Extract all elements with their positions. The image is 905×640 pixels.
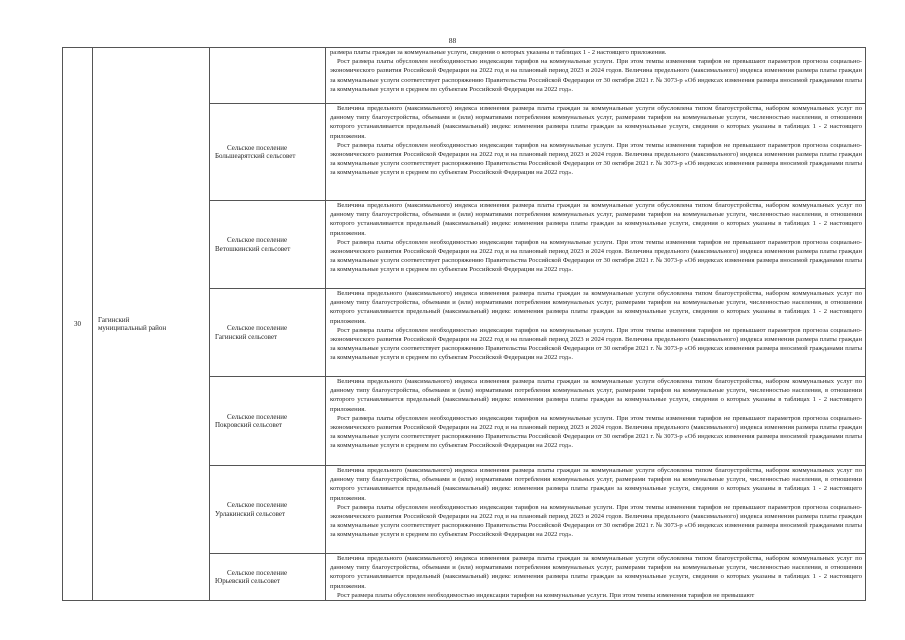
district-name-line2: муниципальный район <box>98 324 167 332</box>
justification-paragraph: Рост размера платы обусловлен необходимостью индексации тарифов на коммунальные услуги. При этом темпы изменения тарифов не превышают параметров прогноза социально-экономического развития Российской Федерации на 2022 год и на плановый период 2023 и 2024 годов. Величина предельного (максимального) индекса изменения размера платы граждан за коммунальные услуги соответствует распоряжению Правительства Российской Федерации от 30 октября 2021 г. № 3073-р «Об индексах изменения размера вносимой гражданами платы за коммунальные услуги в среднем по субъектам Российской Федерации на 2022 год». <box>330 238 862 274</box>
district-name-line1: Гагинский <box>98 315 130 324</box>
settlements-table <box>62 47 866 601</box>
settlement-cell <box>210 466 326 554</box>
settlement-name: Юрьевский сельсовет <box>215 577 281 585</box>
justification-cell <box>326 48 866 104</box>
justification-paragraph: Величина предельного (максимального) индекса изменения размера платы граждан за коммунальные услуги обусловлена типом благоустройства, набором коммунальных услуг по данному типу благоустройства, объемами и (или) нормативами потребления коммунальных услуг, размерами тарифов на коммунальные услуги, численностью населения, в отношении которого устанавливается предельный (максимальный) индекс изменения размера платы граждан за коммунальные услуги, сведения о которых указаны в таблицах 1 - 2 настоящего приложения. <box>330 467 862 502</box>
justification-paragraph: Рост размера платы обусловлен необходимостью индексации тарифов на коммунальные услуги. При этом темпы изменения тарифов не превышают <box>337 591 755 599</box>
justification-cell <box>326 201 866 289</box>
settlement-name: Урлакинский сельсовет <box>215 509 286 518</box>
justification-paragraph: Величина предельного (максимального) индекса изменения размера платы граждан за коммунальные услуги обусловлена типом благоустройства, набором коммунальных услуг по данному типу благоустройства, объемами и (или) нормативами потребления коммунальных услуг, размерами тарифов на коммунальные услуги, численностью населения, в отношении которого устанавливается предельный (максимальный) индекс изменения размера платы граждан за коммунальные услуги, сведения о которых указаны в таблицах 1 - 2 настоящего приложения. <box>330 202 862 237</box>
settlement-cell <box>210 104 326 201</box>
justification-cell <box>326 289 866 377</box>
settlement-name: Ветошкинский сельсовет <box>215 244 291 253</box>
district-number-cell <box>63 48 93 601</box>
settlement-cell <box>210 377 326 466</box>
justification-paragraph: Величина предельного (максимального) индекса изменения размера платы граждан за коммунальные услуги обусловлена типом благоустройства, набором коммунальных услуг по данному типу благоустройства, объемами и (или) нормативами потребления коммунальных услуг, размерами тарифов на коммунальные услуги, численностью населения, в отношении которого устанавливается предельный (максимальный) индекс изменения размера платы граждан за коммунальные услуги, сведения о которых указаны в таблицах 1 - 2 настоящего приложения. <box>330 378 862 413</box>
justification-paragraph: Рост размера платы обусловлен необходимостью индексации тарифов на коммунальные услуги. При этом темпы изменения тарифов не превышают параметров прогноза социально-экономического развития Российской Федерации на 2022 год и на плановый период 2023 и 2024 годов. Величина предельного (максимального) индекса изменения размера платы граждан за коммунальные услуги соответствует распоряжению Правительства Российской Федерации от 30 октября 2021 г. № 3073-р «Об индексах изменения размера вносимой гражданами платы за коммунальные услуги в среднем по субъектам Российской Федерации на 2022 год». <box>330 326 862 362</box>
justification-paragraph: Рост размера платы обусловлен необходимостью индексации тарифов на коммунальные услуги. При этом темпы изменения тарифов не превышают параметров прогноза социально-экономического развития Российской Федерации на 2022 год и на плановый период 2023 и 2024 годов. Величина предельного (максимального) индекса изменения размера платы граждан за коммунальные услуги соответствует распоряжению Правительства Российской Федерации от 30 октября 2021 г. № 3073-р «Об индексах изменения размера вносимой гражданами платы за коммунальные услуги в среднем по субъектам Российской Федерации на 2022 год». <box>330 141 862 177</box>
district-number: 30 <box>74 320 81 328</box>
settlement-cell <box>210 289 326 377</box>
page-number: 88 <box>448 36 457 45</box>
settlement-type: Сельское поселение <box>227 412 288 421</box>
table-row <box>63 48 866 104</box>
settlement-cell <box>210 201 326 289</box>
justification-cell <box>326 554 866 601</box>
justification-paragraph: Рост размера платы обусловлен необходимостью индексации тарифов на коммунальные услуги. При этом темпы изменения тарифов не превышают параметров прогноза социально-экономического развития Российской Федерации на 2022 год и на плановый период 2023 и 2024 годов. Величина предельного (максимального) индекса изменения размера платы граждан за коммунальные услуги соответствует распоряжению Правительства Российской Федерации от 30 октября 2021 г. № 3073-р «Об индексах изменения размера вносимой гражданами платы за коммунальные услуги в среднем по субъектам Российской Федерации на 2022 год». <box>330 503 862 539</box>
settlement-cell <box>210 48 326 104</box>
justification-cell <box>326 104 866 201</box>
justification-paragraph: Величина предельного (максимального) индекса изменения размера платы граждан за коммунальные услуги обусловлена типом благоустройства, набором коммунальных услуг по данному типу благоустройства, объемами и (или) нормативами потребления коммунальных услуг, размерами тарифов на коммунальные услуги, численностью населения, в отношении которого устанавливается предельный (максимальный) индекс изменения размера платы граждан за коммунальные услуги, сведения о которых указаны в таблицах 1 - 2 настоящего приложения. <box>330 105 862 140</box>
justification-paragraph: Рост размера платы обусловлен необходимостью индексации тарифов на коммунальные услуги. При этом темпы изменения тарифов не превышают параметров прогноза социально-экономического развития Российской Федерации на 2022 год и на плановый период 2023 и 2024 годов. Величина предельного (максимального) индекса изменения размера платы граждан за коммунальные услуги соответствует распоряжению Правительства Российской Федерации от 30 октября 2021 г. № 3073-р «Об индексах изменения размера вносимой гражданами платы за коммунальные услуги в среднем по субъектам Российской Федерации на 2022 год». <box>330 58 862 93</box>
settlement-name: Гагинский сельсовет <box>215 332 278 341</box>
justification-paragraph: Величина предельного (максимального) индекса изменения размера платы граждан за коммунальные услуги обусловлена типом благоустройства, набором коммунальных услуг по данному типу благоустройства, объемами и (или) нормативами потребления коммунальных услуг, размерами тарифов на коммунальные услуги, численностью населения, в отношении которого устанавливается предельный (максимальный) индекс изменения размера платы граждан за коммунальные услуги, сведения о которых указаны в таблицах 1 - 2 настоящего приложения. <box>330 555 862 590</box>
settlement-type: Сельское поселение <box>227 568 288 577</box>
district-name-cell <box>93 48 210 601</box>
settlement-name: Покровский сельсовет <box>215 421 282 429</box>
settlement-type: Сельское поселение <box>227 501 288 509</box>
justification-paragraph: Величина предельного (максимального) индекса изменения размера платы граждан за коммунальные услуги обусловлена типом благоустройства, набором коммунальных услуг по данному типу благоустройства, объемами и (или) нормативами потребления коммунальных услуг, размерами тарифов на коммунальные услуги, численностью населения, в отношении которого устанавливается предельный (максимальный) индекс изменения размера платы граждан за коммунальные услуги, сведения о которых указаны в таблицах 1 - 2 настоящего приложения. <box>330 290 862 325</box>
justification-paragraph: размера платы граждан за коммунальные услуги, сведения о которых указаны в таблицах 1 - 2 настоящего приложения. <box>330 49 667 56</box>
settlement-type: Сельское поселение <box>227 324 288 332</box>
justification-cell <box>326 377 866 466</box>
settlement-cell <box>210 554 326 601</box>
justification-cell <box>326 466 866 554</box>
settlement-name: Большеарятский сельсовет <box>215 152 296 160</box>
settlement-type: Сельское поселение <box>227 143 288 152</box>
settlement-type: Сельское поселение <box>227 236 288 244</box>
justification-paragraph: Рост размера платы обусловлен необходимостью индексации тарифов на коммунальные услуги. При этом темпы изменения тарифов не превышают параметров прогноза социально-экономического развития Российской Федерации на 2022 год и на плановый период 2023 и 2024 годов. Величина предельного (максимального) индекса изменения размера платы граждан за коммунальные услуги соответствует распоряжению Правительства Российской Федерации от 30 октября 2021 г. № 3073-р «Об индексах изменения размера вносимой гражданами платы за коммунальные услуги в среднем по субъектам Российской Федерации на 2022 год». <box>330 414 862 450</box>
